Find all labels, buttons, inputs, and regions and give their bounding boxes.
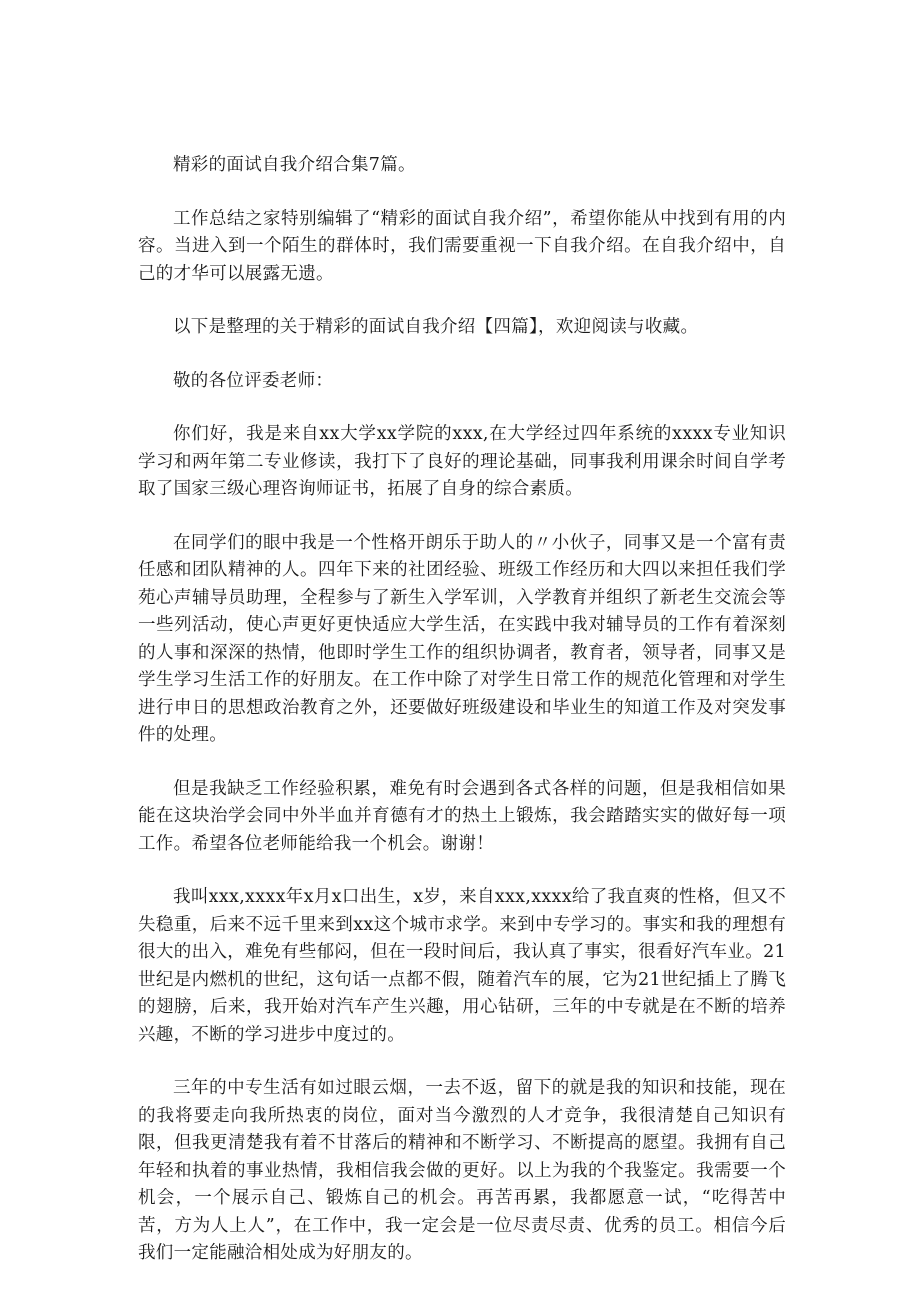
salutation: 敬的各位评委老师： [173, 370, 334, 391]
document-title-line: 精彩的面试自我介绍合集7篇。 [173, 155, 416, 175]
body-paragraph: 但是我缺乏工作经验积累，难免有时会遇到各式各样的问题，但是我相信如果能在这块治学会同中外半血并育德有才的热土上锻炼，我会踏踏实实的做好每一项工作。希望各位老师能给我一个机会。谢谢！ [138, 778, 786, 854]
intro-note-paragraph: 以下是整理的关于精彩的面试自我介绍【四篇】，欢迎阅读与收藏。 [173, 317, 699, 337]
intro-paragraph: 工作总结之家特别编辑了“精彩的面试自我介绍”，希望你能从中找到有用的内容。当进入到一个陌生的群体时，我们需要重视一下自我介绍。在自我介绍中，自己的才华可以展露无遗。 [138, 208, 786, 284]
document-body [138, 152, 786, 1294]
body-paragraph: 在同学们的眼中我是一个性格开朗乐于助人的〃小伙子，同事又是一个富有责任感和团队精神的人。四年下来的社团经验、班级工作经历和大四以来担任我们学苑心声辅导员助理，全程参与了新生入学军训，入学教育并组织了新老生交流会等一些列活动，使心声更好更快适应大学生活，在实践中我对辅导员的工作有着深刻的人事和深深的热情，他即时学生工作的组织协调者，教育者，领导者，同事又是学生学习生活工作的好朋友。在工作中除了对学生日常工作的规范化管理和对学生进行申日的思想政治教育之外，还要做好班级建设和毕业生的知道工作及对突发事件的处理。 [138, 532, 786, 745]
body-paragraph: 我叫xxx,xxxx年x月x口出生，x岁，来自xxx,xxxx给了我直爽的性格，但又不失稳重，后来不远千里来到xx这个城市求学。来到中专学习的。事实和我的理想有很大的出入，难免有些郁闷，但在一段时间后，我认真了事实，很看好汽车业。21世纪是内燃机的世纪，这句话一点都不假，随着汽车的展，它为21世纪插上了腾飞的翅膀，后来，我开始对汽车产生兴趣，用心钻研，三年的中专就是在不断的培养兴趣，不断的学习进步中度过的。 [138, 887, 786, 1045]
body-paragraph: 三年的中专生活有如过眼云烟，一去不返，留下的就是我的知识和技能，现在的我将要走向我所热衷的岗位，面对当今激烈的人才竞争，我很清楚自己知识有限，但我更清楚我有着不甘落后的精神和不断学习、不断提高的愿望。我拥有自己年轻和执着的事业热情，我相信我会做的更好。以上为我的个我鉴定。我需要一个机会，一个展示自己、锻炼自己的机会。再苦再累，我都愿意一试，“吃得苦中苦，方为人上人”，在工作中，我一定会是一位尽责尽责、优秀的员工。相信今后我们一定能融洽相处成为好朋友的。 [138, 1078, 786, 1263]
body-paragraph: 你们好，我是来自xx大学xx学院的xxx,在大学经过四年系统的xxxx专业知识学习和两年第二专业修读，我打下了良好的理论基础，同事我利用课余时间自学考取了国家三级心理咨询师证书，拓展了自身的综合素质。 [138, 424, 786, 499]
